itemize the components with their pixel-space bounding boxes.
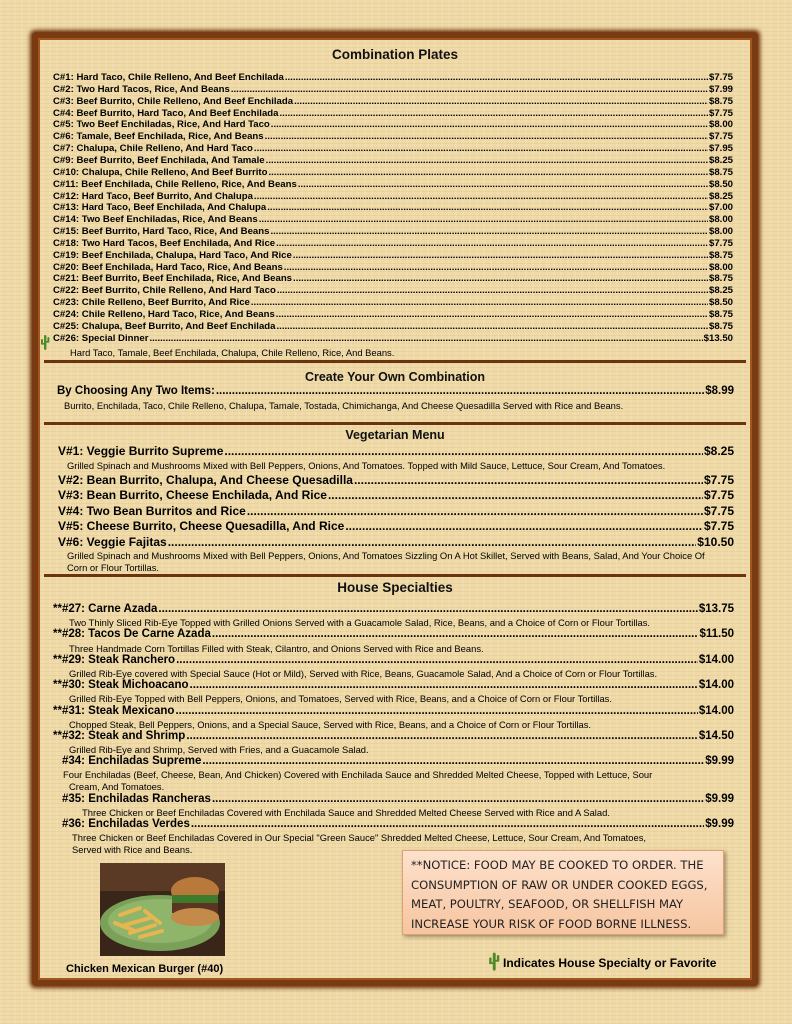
menu-item-price: $8.75 xyxy=(708,95,733,107)
combination-item xyxy=(53,250,733,262)
combination-item xyxy=(53,131,733,143)
vegetarian-title: Vegetarian Menu xyxy=(345,428,445,442)
combination-item xyxy=(53,143,733,155)
menu-item-price: $8.75 xyxy=(708,273,733,285)
combination-item xyxy=(53,155,733,167)
menu-item-name: #35: Enchiladas Rancheras xyxy=(62,793,211,805)
menu-item-price: $13.50 xyxy=(703,332,733,344)
menu-item-description: Three Chicken or Beef Enchiladas Covered in Our Special "Green Sauce" Shredded Melted Cheese, Lettuce, Sour Cream, And Tomatoes, xyxy=(72,832,646,843)
leader-dots xyxy=(191,818,704,830)
leader-dots xyxy=(190,679,698,691)
combination-item xyxy=(53,285,733,297)
menu-item-price: $14.00 xyxy=(698,679,734,691)
leader-dots xyxy=(276,238,708,249)
menu-item-name: C#12: Hard Taco, Beef Burrito, And Chalupa xyxy=(53,190,253,202)
menu-item-description: Chopped Steak, Bell Peppers, Onions, and a Special Sauce, Served with Rice, Beans, and a Choice of Corn or Flour Tortillas. xyxy=(69,719,591,730)
menu-item-description: Served with Rice and Beans. xyxy=(72,844,193,855)
menu-item-price: $14.00 xyxy=(698,705,734,717)
leader-dots xyxy=(224,444,703,458)
menu-item-name: C#15: Beef Burrito, Hard Taco, Rice, And Beans xyxy=(53,226,270,238)
menu-item-price: $7.95 xyxy=(708,143,733,155)
menu-item-price: $8.75 xyxy=(708,309,733,320)
menu-item-price: $8.75 xyxy=(708,249,733,261)
leader-dots xyxy=(293,250,708,261)
menu-item-name: V#6: Veggie Fajitas xyxy=(58,535,167,549)
cactus-legend-icon xyxy=(488,950,500,972)
create-item xyxy=(57,385,734,397)
section-divider xyxy=(44,360,746,363)
menu-item-name: C#22: Beef Burrito, Chile Relleno, And Hard Taco xyxy=(53,285,276,297)
vegetarian-item xyxy=(58,519,734,534)
leader-dots xyxy=(186,730,698,742)
leader-dots xyxy=(265,131,708,142)
menu-item-description: Grilled Rib-Eye covered with Special Sauce (Hot or Mild), Served with Rice, Beans, Guacamole Salad, And a Choice of Corn or Flour Tortillas. xyxy=(69,668,658,679)
menu-item-description: Grilled Rib-Eye and Shrimp, Served with Fries, and a Guacamole Salad. xyxy=(69,744,369,755)
menu-item-name: **#29: Steak Ranchero xyxy=(53,654,176,666)
menu-item-price: $8.25 xyxy=(708,154,733,166)
leader-dots xyxy=(270,226,708,237)
menu-item-name: C#14: Two Beef Enchiladas, Rice, And Beans xyxy=(53,214,258,226)
leader-dots xyxy=(276,309,708,320)
combination-item xyxy=(53,202,733,214)
leader-dots xyxy=(168,535,697,549)
menu-item-name: C#10: Chalupa, Chile Relleno, And Beef Burrito xyxy=(53,166,268,178)
menu-item-name: C#26: Special Dinner xyxy=(53,332,149,344)
menu-item-price: $14.00 xyxy=(698,654,734,666)
leader-dots xyxy=(328,488,703,502)
menu-item-price: $8.25 xyxy=(708,285,733,297)
menu-item-name: V#3: Bean Burrito, Cheese Enchilada, And Rice xyxy=(58,488,327,502)
menu-item-price: $7.75 xyxy=(703,504,734,518)
menu-item-price: $11.50 xyxy=(699,628,734,640)
menu-item-name: C#19: Beef Enchilada, Chalupa, Hard Taco, And Rice xyxy=(53,249,292,261)
combination-item xyxy=(53,84,733,96)
menu-item-name: C#5: Two Beef Enchiladas, Rice, And Hard Taco xyxy=(53,119,270,131)
combination-item xyxy=(53,273,733,285)
menu-item-price: $8.00 xyxy=(708,214,733,226)
menu-item-price: $7.75 xyxy=(703,488,734,502)
menu-item-name: C#18: Two Hard Tacos, Beef Enchilada, And Rice xyxy=(53,237,276,249)
menu-item-name: V#5: Cheese Burrito, Cheese Quesadilla, And Rice xyxy=(58,519,345,533)
menu-item-price: $8.00 xyxy=(708,119,733,131)
house-specialty-item xyxy=(53,705,734,719)
menu-item-price: $8.00 xyxy=(708,226,733,238)
section-divider xyxy=(44,422,746,425)
menu-item-name: C#11: Beef Enchilada, Chile Relleno, Rice, And Beans xyxy=(53,178,297,190)
menu-item-price: $8.75 xyxy=(708,320,733,332)
house-specialty-item xyxy=(53,628,734,642)
menu-item-description: Three Chicken or Beef Enchiladas Covered with Enchilada Sauce and Shredded Melted Cheese Served with Rice and A Salad. xyxy=(82,807,610,818)
menu-item-name: V#2: Bean Burrito, Chalupa, And Cheese Quesadilla xyxy=(58,473,353,487)
house-title: House Specialties xyxy=(337,580,453,595)
menu-item-name: C#3: Beef Burrito, Chile Relleno, And Beef Enchilada xyxy=(53,95,294,107)
combination-item xyxy=(53,72,733,84)
vegetarian-item xyxy=(58,444,734,459)
menu-item-name: C#13: Hard Taco, Beef Enchilada, And Chalupa xyxy=(53,202,267,214)
menu-item-description: Two Thinly Sliced Rib-Eye Topped with Grilled Onions Served with a Guacamole Salad, Rice, Beans, and a Choice of Corn or Flour Tortillas. xyxy=(69,617,651,628)
menu-item-name: C#4: Beef Burrito, Hard Taco, And Beef Enchilada xyxy=(53,107,279,119)
house-specialty-item xyxy=(62,818,734,832)
menu-item-name: #36: Enchiladas Verdes xyxy=(62,818,190,830)
leader-dots xyxy=(345,519,703,533)
menu-item-description: Grilled Spinach and Mushrooms Mixed with Bell Peppers, Onions, And Tomatoes Sizzling On A Hot Skillet, Served with Beans, Salad, And Your Choice Of xyxy=(67,550,705,561)
house-specialty-item xyxy=(62,793,734,807)
leader-dots xyxy=(254,191,708,202)
menu-item-price: $8.50 xyxy=(708,297,733,309)
leader-dots xyxy=(247,504,703,518)
menu-item-price: $7.75 xyxy=(708,131,733,143)
combination-item xyxy=(53,321,733,333)
menu-item-price: $13.75 xyxy=(698,603,734,615)
menu-item-price: $8.75 xyxy=(708,166,733,178)
create-title: Create Your Own Combination xyxy=(304,370,486,384)
menu-item-name: C#2: Two Hard Tacos, Rice, And Beans xyxy=(53,83,230,95)
menu-item-description: Cream, And Tomatoes. xyxy=(69,781,165,792)
menu-item-description: Grilled Spinach and Mushrooms Mixed with Bell Peppers, Onions, And Tomatoes. Topped with Mild Sauce, Lettuce, Sour Cream, And Tomatoes. xyxy=(67,460,666,471)
menu-item-name: C#7: Chalupa, Chile Relleno, And Hard Taco xyxy=(53,143,253,155)
menu-item-price: $9.99 xyxy=(705,818,734,830)
menu-item-price: $14.50 xyxy=(698,730,734,742)
menu-item-name: V#4: Two Bean Burritos and Rice xyxy=(58,504,246,518)
menu-item-name: #34: Enchiladas Supreme xyxy=(62,755,202,767)
house-specialty-item xyxy=(53,679,734,693)
leader-dots xyxy=(280,108,708,119)
leader-dots xyxy=(285,72,708,83)
leader-dots xyxy=(293,273,708,284)
leader-dots xyxy=(298,179,708,190)
leader-dots xyxy=(276,321,708,332)
menu-item-name: **#27: Carne Azada xyxy=(53,603,158,615)
combination-item xyxy=(53,179,733,191)
menu-item-price: $8.00 xyxy=(708,261,733,273)
burger-photo xyxy=(100,863,225,956)
menu-item-price: $7.75 xyxy=(708,237,733,249)
menu-item-name: C#9: Beef Burrito, Beef Enchilada, And Tamale xyxy=(53,154,265,166)
create-item-name: By Choosing Any Two Items: xyxy=(57,385,215,397)
leader-dots xyxy=(284,262,708,273)
leader-dots xyxy=(267,202,708,213)
menu-item-name: C#20: Beef Enchilada, Hard Taco, Rice, And Beans xyxy=(53,261,283,273)
menu-item-description: Four Enchiladas (Beef, Cheese, Bean, And Chicken) Covered with Enchilada Sauce and Shredded Melted Cheese, Topped with Lettuce, Sour xyxy=(63,769,653,780)
menu-item-price: $8.25 xyxy=(703,444,734,458)
leader-dots xyxy=(202,755,704,767)
create-item-price: $8.99 xyxy=(705,385,734,397)
legend-text: Indicates House Specialty or Favorite xyxy=(503,956,717,970)
cactus-icon xyxy=(40,334,50,350)
menu-item-name: **#31: Steak Mexicano xyxy=(53,705,175,717)
section-divider xyxy=(44,574,746,577)
menu-item-price: $7.00 xyxy=(708,202,733,214)
house-specialty-item xyxy=(53,654,734,668)
leader-dots xyxy=(277,285,708,296)
vegetarian-item xyxy=(58,488,734,503)
menu-item-name: C#21: Beef Burrito, Beef Enchilada, Rice, And Beans xyxy=(53,273,293,285)
house-specialty-item xyxy=(53,730,734,744)
burger-photo-image xyxy=(100,863,225,956)
menu-item-price: $7.75 xyxy=(703,519,734,533)
combination-item xyxy=(53,214,733,226)
menu-item-name: C#1: Hard Taco, Chile Relleno, And Beef Enchilada xyxy=(53,72,284,83)
combination-item xyxy=(53,333,733,345)
menu-item-name: **#28: Tacos De Carne Azada xyxy=(53,628,211,640)
leader-dots xyxy=(268,167,708,178)
menu-item-price: $9.99 xyxy=(705,793,734,805)
combination-item xyxy=(53,238,733,250)
menu-item-name: C#6: Tamale, Beef Enchilada, Rice, And Beans xyxy=(53,131,264,143)
leader-dots xyxy=(254,143,708,154)
menu-item-name: **#32: Steak and Shrimp xyxy=(53,730,186,742)
menu-item-name: C#23: Chile Relleno, Beef Burrito, And Rice xyxy=(53,297,250,309)
menu-item-name: V#1: Veggie Burrito Supreme xyxy=(58,444,224,458)
vegetarian-item xyxy=(58,535,734,550)
menu-item-description: Corn or Flour Tortillas. xyxy=(67,562,160,573)
menu-item-name: C#25: Chalupa, Beef Burrito, And Beef Enchilada xyxy=(53,320,276,332)
house-specialty-item xyxy=(53,603,734,617)
combination-item xyxy=(53,191,733,203)
combination-item xyxy=(53,119,733,131)
combination-item xyxy=(53,96,733,108)
menu-item-price: $10.50 xyxy=(697,535,734,549)
menu-item-price: $7.99 xyxy=(708,83,733,95)
menu-item-description: Three Handmade Corn Tortillas Filled with Steak, Cilantro, and Onions Served with Rice and Beans. xyxy=(69,643,484,654)
special-dinner-description: Hard Taco, Tamale, Beef Enchilada, Chalupa, Chile Relleno, Rice, And Beans. xyxy=(70,347,395,358)
menu-item-price: $7.75 xyxy=(708,72,733,83)
combination-item xyxy=(53,226,733,238)
vegetarian-item xyxy=(58,504,734,519)
menu-item-name: C#24: Chile Relleno, Hard Taco, Rice, And Beans xyxy=(53,309,275,320)
food-safety-notice: **NOTICE: FOOD MAY BE COOKED TO ORDER. THE CONSUMPTION OF RAW OR UNDER COOKED EGGS, MEAT, POULTRY, SEAFOOD, OR SHELLFISH MAY INCREASE YOUR RISK OF FOOD BORNE ILLNESS. xyxy=(402,850,724,935)
leader-dots xyxy=(266,155,708,166)
leader-dots xyxy=(212,793,704,805)
menu-item-price: $7.75 xyxy=(703,473,734,487)
menu-item-price: $9.99 xyxy=(705,755,734,767)
leader-dots xyxy=(231,84,708,95)
leader-dots xyxy=(354,473,703,487)
photo-caption: Chicken Mexican Burger (#40) xyxy=(66,963,224,975)
menu-item-name: **#30: Steak Michoacano xyxy=(53,679,189,691)
leader-dots xyxy=(294,96,708,107)
leader-dots xyxy=(216,385,704,397)
combination-item xyxy=(53,309,733,321)
leader-dots xyxy=(259,214,708,225)
leader-dots xyxy=(158,603,697,615)
vegetarian-item xyxy=(58,473,734,488)
menu-item-price: $8.25 xyxy=(708,190,733,202)
leader-dots xyxy=(251,297,708,308)
menu-item-price: $7.75 xyxy=(708,107,733,119)
leader-dots xyxy=(175,705,697,717)
create-description: Burrito, Enchilada, Taco, Chile Relleno, Chalupa, Tamale, Tostada, Chimichanga, And Cheese Quesadilla Served with Rice and Beans. xyxy=(64,400,624,411)
leader-dots xyxy=(149,333,702,344)
combination-item xyxy=(53,108,733,120)
leader-dots xyxy=(212,628,699,640)
leader-dots xyxy=(176,654,698,666)
menu-item-description: Grilled Rib-Eye Topped with Bell Peppers, Onions, and Tomatoes, Served with Rice, Beans, and a Choice of Corn or Flour Tortillas. xyxy=(69,693,612,704)
combination-item xyxy=(53,167,733,179)
combination-item xyxy=(53,262,733,274)
combination-title: Combination Plates xyxy=(331,47,458,62)
leader-dots xyxy=(271,119,708,130)
menu-item-price: $8.50 xyxy=(708,178,733,190)
house-specialty-item xyxy=(62,755,734,769)
combination-item xyxy=(53,297,733,309)
